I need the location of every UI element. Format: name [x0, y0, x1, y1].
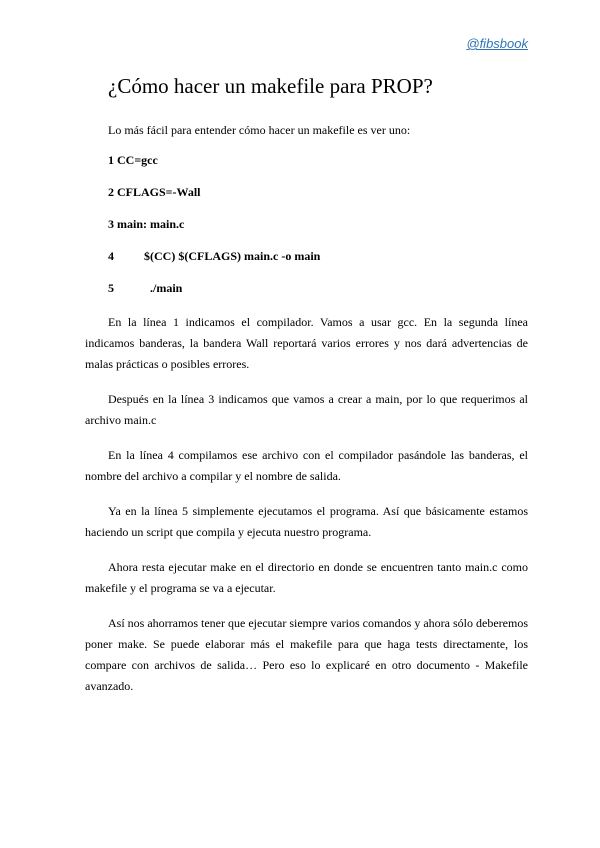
- code-line-number: 1: [108, 153, 114, 167]
- paragraph: Después en la línea 3 indicamos que vamos a crear a main, por lo que requerimos al archivo main.c: [85, 392, 528, 427]
- intro-text: Lo más fácil para entender cómo hacer un makefile es ver uno:: [108, 123, 411, 137]
- code-line-number: 3: [108, 217, 114, 231]
- code-line-text: CFLAGS=-Wall: [117, 185, 201, 199]
- code-line-number: 2: [108, 185, 114, 199]
- code-line-number: 5: [108, 281, 114, 295]
- code-line-3: [108, 216, 528, 232]
- code-line-5: [108, 280, 528, 296]
- paragraph: Ahora resta ejecutar make en el directorio en donde se encuentren tanto main.c como makefile y el programa se va a ejecutar.: [85, 560, 528, 595]
- paragraph: En la línea 1 indicamos el compilador. Vamos a usar gcc. En la segunda línea indicamos banderas, la bandera Wall reportará varios errores y nos dará advertencias de malas prácticas o posibles errores.: [85, 315, 528, 371]
- code-line-text: $(CC) $(CFLAGS) main.c -o main: [144, 249, 321, 263]
- page-title: ¿Cómo hacer un makefile para PROP?: [108, 74, 433, 98]
- header-twitter-link[interactable]: @fibsbook: [466, 36, 528, 51]
- code-line-number: 4: [108, 249, 114, 263]
- paragraph: En la línea 4 compilamos ese archivo con el compilador pasándole las banderas, el nombre del archivo a compilar y el nombre de salida.: [85, 448, 528, 483]
- paragraph: Así nos ahorramos tener que ejecutar siempre varios comandos y ahora sólo deberemos poner make. Se puede elaborar más el makefile para que haga tests directamente, los compare con archivos de salida… Pero eso lo explicaré en otro documento - Makefile avanzado.: [85, 616, 528, 693]
- code-line-2: [108, 184, 528, 200]
- document-body: [85, 122, 528, 711]
- code-line-1: [108, 152, 528, 168]
- code-line-text: CC=gcc: [117, 153, 158, 167]
- paragraph: Ya en la línea 5 simplemente ejecutamos el programa. Así que básicamente estamos haciendo un script que compila y ejecuta nuestro programa.: [85, 504, 528, 539]
- code-line-text: main: main.c: [117, 217, 185, 231]
- code-line-text: ./main: [150, 281, 183, 295]
- code-line-4: [108, 248, 528, 264]
